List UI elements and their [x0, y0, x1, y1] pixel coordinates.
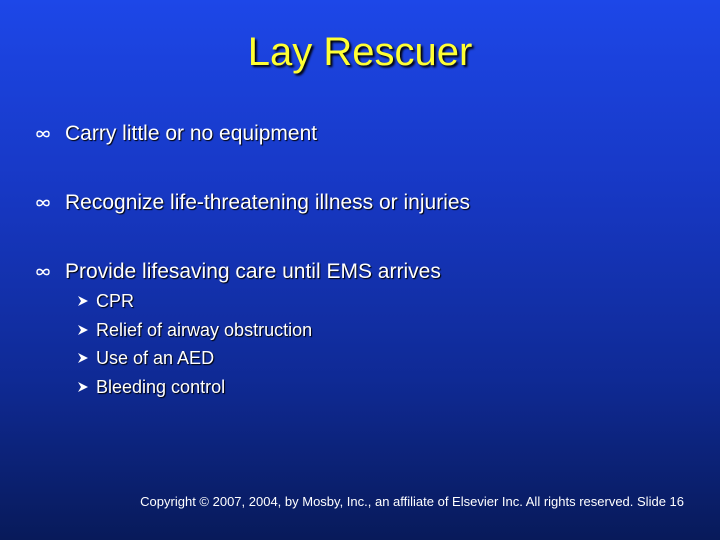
arrow-bullet-icon: [77, 352, 89, 364]
bullet-text: Provide lifesaving care until EMS arrives: [65, 260, 441, 283]
infinity-bullet-icon: [36, 129, 50, 139]
arrow-bullet-icon: [77, 324, 89, 336]
copyright-footer: Copyright © 2007, 2004, by Mosby, Inc., an affiliate of Elsevier Inc. All rights reserved. Slide 16: [140, 494, 684, 509]
sub-bullet-item: [77, 375, 225, 399]
bullet-item: [36, 187, 470, 219]
sub-bullet-text: CPR: [96, 290, 135, 311]
sub-bullet-text: Relief of airway obstruction: [96, 319, 313, 340]
bullet-text: Recognize life-threatening illness or injuries: [65, 191, 471, 214]
arrow-bullet-icon: [77, 381, 89, 393]
arrow-bullet-icon: [77, 295, 89, 307]
bullet-item: [36, 118, 317, 150]
sub-bullet-text: Use of an AED: [96, 347, 215, 368]
sub-bullet-text: Bleeding control: [96, 376, 226, 397]
infinity-bullet-icon: [36, 267, 50, 277]
bullet-text: Carry little or no equipment: [65, 122, 318, 145]
sub-bullet-item: [77, 346, 214, 370]
bullet-item: [36, 256, 441, 288]
slide-title: Lay Rescuer: [247, 30, 473, 74]
sub-bullet-item: [77, 289, 134, 313]
infinity-bullet-icon: [36, 198, 50, 208]
sub-bullet-item: [77, 318, 312, 342]
